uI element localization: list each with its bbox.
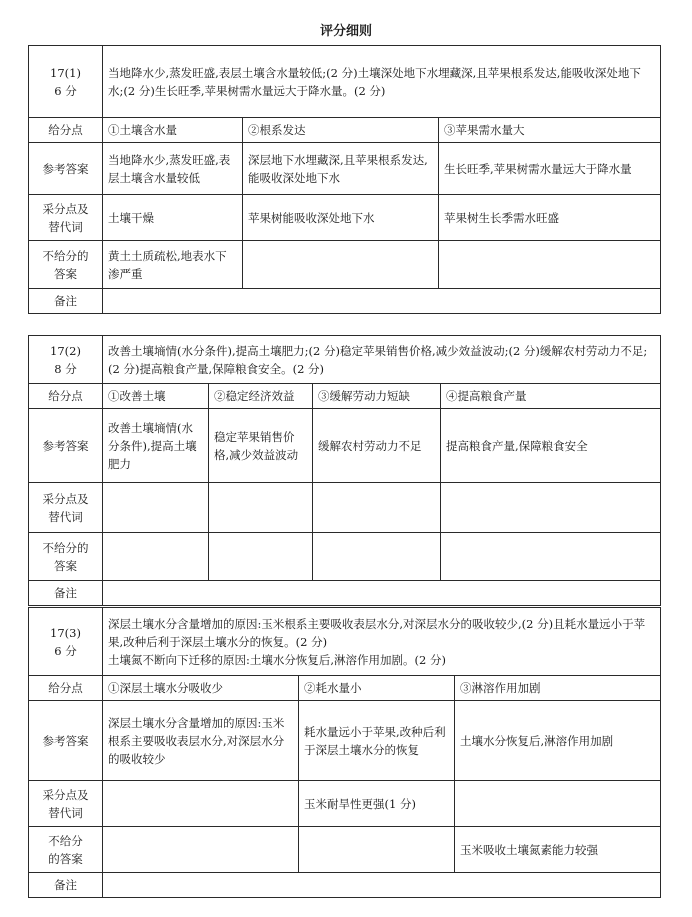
answer-stem: 改善土壤墒情(水分条件),提高土壤肥力;(2 分)稳定苹果销售价格,减少效益波动;(2 分)缓解农村劳动力不足;(2 分)提高粮食产量,保障粮食安全。(2 分) (103, 336, 661, 384)
label-line: 答案 (54, 266, 77, 281)
noscore-cell (441, 533, 661, 581)
keyword-cell: 土壤干燥 (103, 195, 243, 241)
remarks-row (29, 581, 661, 606)
remarks-row (29, 873, 661, 898)
label-line: 采分点及 (42, 787, 89, 802)
point-cell: ③淋溶作用加剧 (455, 676, 661, 701)
remarks-row (29, 289, 661, 314)
noscore-row (29, 241, 661, 289)
reference-cell: 稳定苹果销售价格,减少效益波动 (209, 409, 313, 483)
reference-cell: 深层土壤水分含量增加的原因:玉米根系主要吸收表层水分,对深层水分的吸收较少 (103, 701, 299, 781)
noscore-row (29, 827, 661, 873)
keyword-cell: 玉米耐旱性更强(1 分) (299, 781, 455, 827)
answer-stem (103, 608, 661, 676)
row-label-remarks: 备注 (29, 581, 103, 606)
question-id-cell (29, 608, 103, 676)
noscore-cell: 玉米吸收土壤氮素能力较强 (455, 827, 661, 873)
question-number: 17(2) (50, 343, 81, 358)
keywords-row (29, 195, 661, 241)
keyword-cell (313, 483, 441, 533)
question-number: 17(3) (50, 625, 81, 640)
row-label-remarks: 备注 (29, 289, 103, 314)
row-label-reference: 参考答案 (29, 701, 103, 781)
reference-cell: 深层地下水埋藏深,且苹果根系发达,能吸收深处地下水 (243, 143, 439, 195)
noscore-cell (299, 827, 455, 873)
reference-cell: 土壤水分恢复后,淋溶作用加剧 (455, 701, 661, 781)
point-cell: ②稳定经济效益 (209, 384, 313, 409)
question-score: 8 分 (54, 361, 77, 376)
noscore-cell (439, 241, 661, 289)
reference-cell: 缓解农村劳动力不足 (313, 409, 441, 483)
point-cell: ①改善土壤 (103, 384, 209, 409)
label-line: 不给分的 (42, 540, 89, 555)
keyword-cell (441, 483, 661, 533)
keyword-cell (103, 483, 209, 533)
row-label-noscore (29, 533, 103, 581)
reference-cell: 当地降水少,蒸发旺盛,表层土壤含水量较低 (103, 143, 243, 195)
noscore-cell (243, 241, 439, 289)
scoring-table-q3 (28, 607, 661, 898)
remarks-cell (103, 581, 661, 606)
noscore-cell (103, 533, 209, 581)
label-line: 替代词 (48, 805, 83, 820)
keywords-row (29, 781, 661, 827)
answer-stem: 当地降水少,蒸发旺盛,表层土壤含水量较低;(2 分)土壤深处地下水埋藏深,且苹果根系发达,能吸收深处地下水;(2 分)生长旺季,苹果树需水量远大于降水量。(2 分) (103, 46, 661, 118)
points-row (29, 676, 661, 701)
scoring-table-q2 (28, 335, 661, 606)
point-cell: ②耗水量小 (299, 676, 455, 701)
noscore-cell (103, 827, 299, 873)
keyword-cell: 苹果树能吸收深处地下水 (243, 195, 439, 241)
keyword-cell (455, 781, 661, 827)
label-line: 采分点及 (42, 491, 89, 506)
reference-cell: 改善土壤墒情(水分条件),提高土壤肥力 (103, 409, 209, 483)
label-line: 的答案 (48, 851, 83, 866)
label-line: 采分点及 (42, 201, 89, 216)
label-line: 答案 (54, 558, 77, 573)
point-cell: ②根系发达 (243, 118, 439, 143)
page-title: 评分细则 (319, 24, 372, 39)
question-score: 6 分 (54, 643, 77, 658)
noscore-cell (209, 533, 313, 581)
row-label-keywords (29, 781, 103, 827)
row-label-points: 给分点 (29, 118, 103, 143)
point-cell: ①土壤含水量 (103, 118, 243, 143)
row-label-points: 给分点 (29, 676, 103, 701)
noscore-cell (313, 533, 441, 581)
points-row (29, 384, 661, 409)
answer-stem-part: 土壤氮不断向下迁移的原因:土壤水分恢复后,淋溶作用加剧。(2 分) (108, 652, 446, 667)
label-line: 替代词 (48, 219, 83, 234)
reference-row (29, 143, 661, 195)
row-label-keywords (29, 195, 103, 241)
remarks-cell (103, 873, 661, 898)
keywords-row (29, 483, 661, 533)
answer-stem-part: 深层土壤水分含量增加的原因:玉米根系主要吸收表层水分,对深层水分的吸收较少,(2 分)且耗水量远小于苹果,改种后利于深层土壤水分的恢复。(2 分) (108, 616, 646, 649)
row-label-remarks: 备注 (29, 873, 103, 898)
row-label-noscore (29, 827, 103, 873)
question-score: 6 分 (54, 83, 77, 98)
reference-cell: 生长旺季,苹果树需水量远大于降水量 (439, 143, 661, 195)
label-line: 替代词 (48, 509, 83, 524)
keyword-cell: 苹果树生长季需水旺盛 (439, 195, 661, 241)
remarks-cell (103, 289, 661, 314)
label-line: 不给分 (48, 833, 83, 848)
question-id-cell (29, 46, 103, 118)
question-number: 17(1) (50, 65, 81, 80)
row-label-reference: 参考答案 (29, 409, 103, 483)
point-cell: ③缓解劳动力短缺 (313, 384, 441, 409)
label-line: 不给分的 (42, 248, 89, 263)
point-cell: ③苹果需水量大 (439, 118, 661, 143)
noscore-cell: 黄土土质疏松,地表水下渗严重 (103, 241, 243, 289)
question-row (29, 46, 661, 118)
reference-row (29, 701, 661, 781)
reference-row (29, 409, 661, 483)
keyword-cell (103, 781, 299, 827)
question-row (29, 608, 661, 676)
keyword-cell (209, 483, 313, 533)
reference-cell: 耗水量远小于苹果,改种后利于深层土壤水分的恢复 (299, 701, 455, 781)
row-label-noscore (29, 241, 103, 289)
noscore-row (29, 533, 661, 581)
reference-cell: 提高粮食产量,保障粮食安全 (441, 409, 661, 483)
row-label-keywords (29, 483, 103, 533)
question-row (29, 336, 661, 384)
question-id-cell (29, 336, 103, 384)
row-label-points: 给分点 (29, 384, 103, 409)
point-cell: ④提高粮食产量 (441, 384, 661, 409)
points-row (29, 118, 661, 143)
point-cell: ①深层土壤水分吸收少 (103, 676, 299, 701)
scoring-table-q1 (28, 45, 661, 314)
row-label-reference: 参考答案 (29, 143, 103, 195)
